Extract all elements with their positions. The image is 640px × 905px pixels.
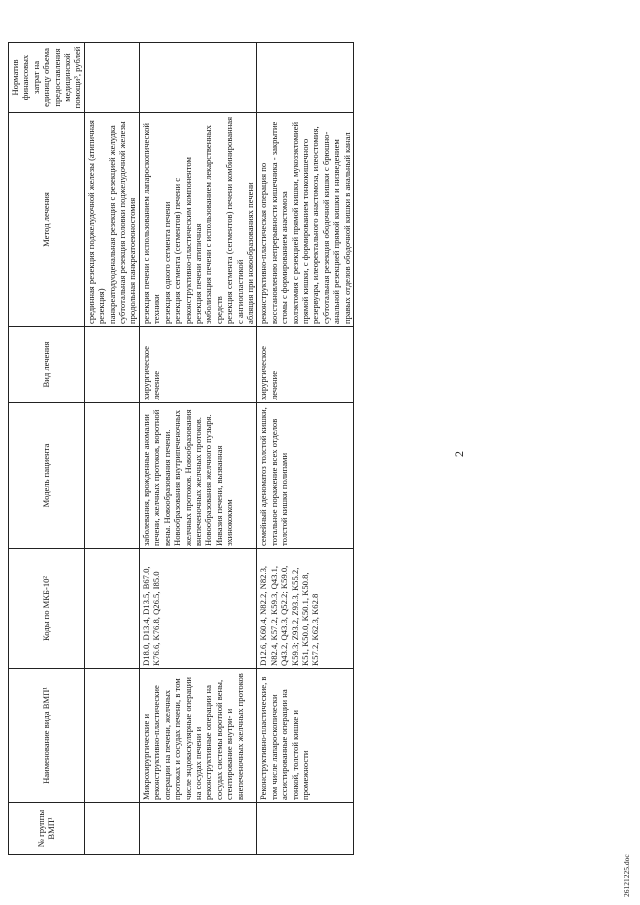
header-treatment-type: Вид лечения bbox=[9, 327, 85, 403]
method-item: резекция печени с использованием лапароскопической техники bbox=[140, 122, 162, 324]
cell-patient-model: семейный аденоматоз толстой кишки, тотальное поражение всех отделов толстой кишки полипами bbox=[257, 403, 354, 549]
cell-cost-norm bbox=[139, 43, 256, 113]
cell-treatment-type bbox=[84, 327, 139, 403]
cell-icd-codes: D12.6, K60.4, N82.2, N82.3, N82.4, K57.2, K59.3, Q43.1, Q43.2, Q43.3, Q52.2; K59.0, K59.3; Z93.2, Z93.3, K55.2, K51, K50.0, K50.1, K50.8, K57.2, K62.3, K62.8 bbox=[257, 549, 354, 669]
cell-treatment-type: хирургическое лечение bbox=[139, 327, 256, 403]
table-row bbox=[84, 43, 139, 855]
method-item: срединная резекция поджелудочной железы (атипичная резекция) bbox=[85, 120, 107, 324]
method-item: абляция при новообразованиях печени bbox=[244, 182, 255, 324]
method-item: панкреатодуоденальная резекция с резекцией желудка bbox=[106, 125, 117, 324]
method-item: субтотальная резекция головки поджелудочной железы bbox=[117, 121, 128, 324]
method-item: резекция сегмента (сегментов) печени с реконструктивно-пластическим компонентом bbox=[172, 157, 193, 324]
cell-group-no bbox=[84, 803, 139, 855]
cell-group-no bbox=[257, 803, 354, 855]
method-item: резекция сегмента (сегментов) печени комбинированная с ангиопластикой bbox=[224, 116, 245, 324]
cell-icd-codes: D18.0, D13.4, D13.5, B67.0, K76.6, K76.8, Q26.5, I85.0 bbox=[139, 549, 256, 669]
table-row bbox=[257, 43, 354, 855]
cell-name bbox=[84, 669, 139, 803]
method-item: продольная панкреатоеюностомия bbox=[127, 197, 138, 324]
page-number: 2 bbox=[452, 451, 466, 457]
method-item: колэктомия с резекцией прямой кишки, мукозэктомией прямой кишки, с формированием тонкокишечного резервуара, илеоректального анастомоза, илеостомия, субтотальная резекция ободочной кишки с брюшно-анальной резекцией прямой кишки и низведением правых отделов ободочной кишки в анальный канал bbox=[289, 121, 352, 324]
cell-cost-norm bbox=[84, 43, 139, 113]
method-item: резекция одного сегмента печени bbox=[161, 201, 172, 324]
cell-method bbox=[139, 113, 256, 327]
header-cost-norm: Норматив финансовых затрат на единицу объема предоставления медицинской помощи³, рублей bbox=[9, 43, 85, 113]
method-item: резекция печени атипичная bbox=[192, 223, 203, 324]
cell-name: Реконструктивно-пластические, в том числе лапароскопически ассистированные операции на тонкой, толстой кишке и промежности bbox=[257, 669, 354, 803]
method-item: реконструктивно-пластическая операция по восстановлению непрерывности кишечника - закрытие стомы с формированием анастомоза bbox=[258, 121, 290, 324]
cell-icd-codes bbox=[84, 549, 139, 669]
table-row bbox=[139, 43, 256, 855]
cell-method bbox=[257, 113, 354, 327]
method-item: эмболизация печени с использованием лекарственных средств bbox=[203, 125, 224, 324]
cell-patient-model bbox=[84, 403, 139, 549]
header-patient-model: Модель пациента bbox=[9, 403, 85, 549]
document-code: 26121225.doc bbox=[622, 854, 631, 897]
cell-patient-model: заболевания, врожденные аномалии печени, желчных протоков, воротной вены. Новообразования печени. Новообразования внутрипеченочных желчных протоков. Новообразования внепеченочных желчных протоков. Новообразования желчного пузыря. Инвазия печени, вызванная эхинококком bbox=[139, 403, 256, 549]
header-name: Наименование вида ВМП¹ bbox=[9, 669, 85, 803]
cell-treatment-type: хирургическое лечение bbox=[257, 327, 354, 403]
header-icd-codes: Коды по МКБ-10² bbox=[9, 549, 85, 669]
header-method: Метод лечения bbox=[9, 113, 85, 327]
table-header-row bbox=[9, 43, 85, 855]
cell-cost-norm bbox=[257, 43, 354, 113]
cell-name: Микрохирургические и реконструктивно-пластические операции на печени, желчных протоках и сосудах печени, в том числе эндоваскулярные операции на сосудах печени и реконструктивные операции на сосудах системы воротной вены, стентирование внутри- и внепеченочных желчных протоков bbox=[139, 669, 256, 803]
treatment-table bbox=[8, 42, 354, 855]
header-group-no: № группы ВМП¹ bbox=[9, 803, 85, 855]
cell-method bbox=[84, 113, 139, 327]
cell-group-no bbox=[139, 803, 256, 855]
